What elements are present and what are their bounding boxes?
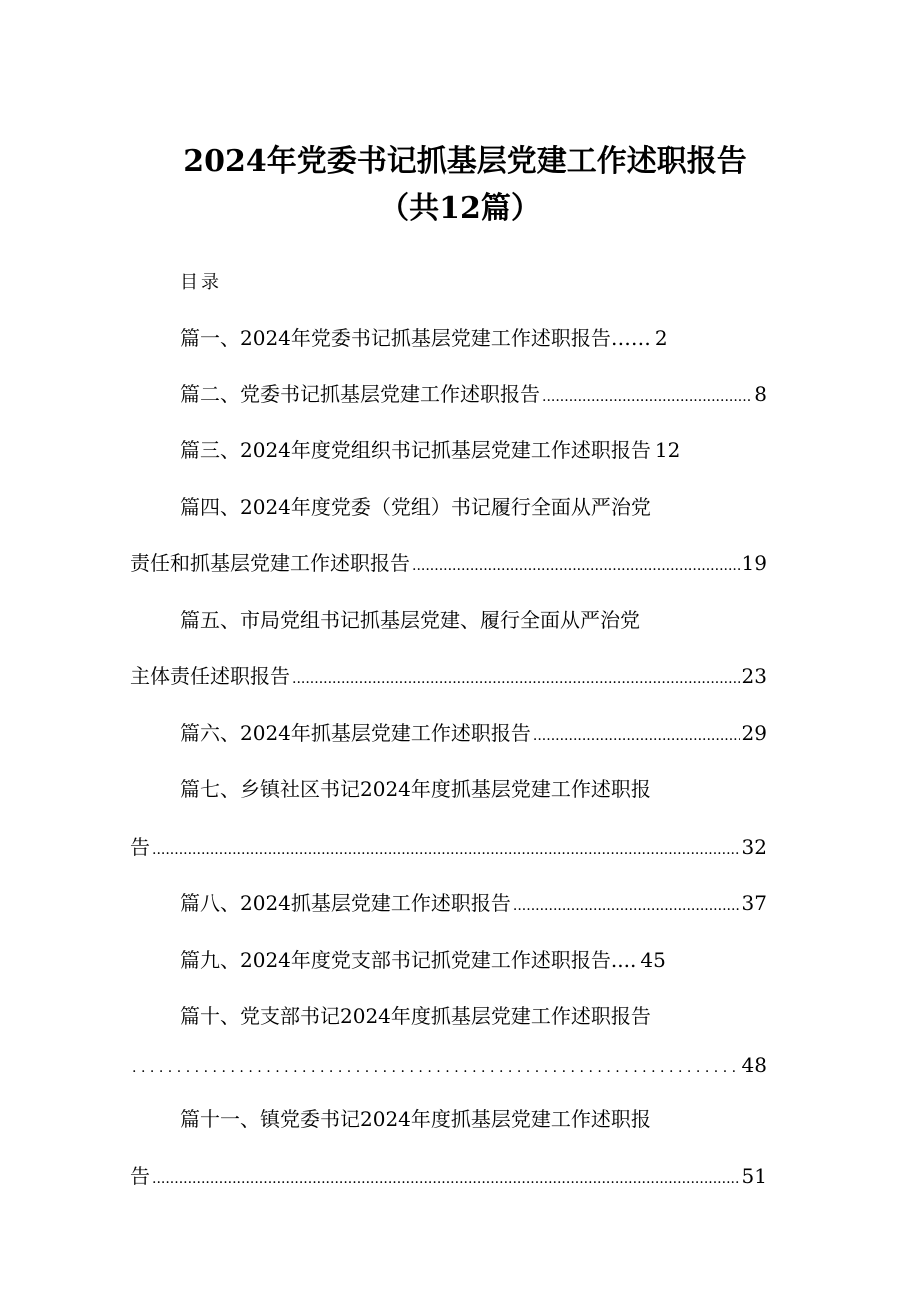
toc-entry-title-continued: 主体责任述职报告 [130,664,290,688]
toc-entry-title: 篇二、党委书记抓基层党建工作述职报告 [180,382,540,406]
toc-entry-page: 2 [654,326,668,350]
toc-entry-title: 篇十、党支部书记2024年度抓基层党建工作述职报告 [180,1004,651,1028]
toc-entry-page: 8 [754,382,767,406]
toc-heading: 目录 [180,272,222,293]
toc-entry-title: 篇一、2024年党委书记抓基层党建工作述职报告 [180,326,611,350]
toc-entry-title: 篇七、乡镇社区书记2024年度抓基层党建工作述职报 [180,777,651,801]
toc-leader-dots [542,381,752,413]
toc-entry-4-continued[interactable] [130,547,767,579]
toc-entry-11-continued[interactable] [130,1160,767,1192]
toc-entry-title: 篇八、2024抓基层党建工作述职报告 [180,891,511,915]
toc-leader-dots [533,720,740,752]
toc-entry-page: 51 [741,1164,767,1188]
document-subtitle: （共12篇） [379,191,541,226]
toc-entry-title-continued: 责任和抓基层党建工作述职报告 [130,551,410,575]
toc-entry-5[interactable] [180,604,767,636]
toc-entry-separator: .... [610,948,637,972]
document-title: 2024年党委书记抓基层党建工作述职报告 [183,144,747,179]
toc-entry-5-continued[interactable] [130,660,767,692]
toc-entry-title: 篇十一、镇党委书记2024年度抓基层党建工作述职报 [180,1107,651,1131]
toc-entry-11[interactable] [180,1103,767,1135]
toc-leader-dots [292,663,740,695]
toc-entry-title: 篇五、市局党组书记抓基层党建、履行全面从严治党 [180,608,640,632]
toc-entry-page: 48 [741,1053,767,1077]
toc-entry-page: 29 [741,721,767,745]
toc-entry-3[interactable] [180,434,767,466]
toc-entry-7[interactable] [180,773,767,805]
toc-entry-page: 45 [640,948,666,972]
toc-entry-page: 12 [654,438,681,462]
toc-entry-1[interactable] [180,322,767,354]
toc-entry-page: 23 [741,664,767,688]
toc-entry-6[interactable] [180,717,767,749]
toc-entry-9[interactable] [180,944,767,976]
toc-entry-title: 篇九、2024年度党支部书记抓党建工作述职报告 [180,948,611,972]
toc-entry-10[interactable] [180,1000,767,1032]
toc-entry-separator: …… [610,326,651,350]
toc-entry-2[interactable] [180,378,767,410]
toc-entry-4[interactable] [180,491,767,523]
toc-leader-dots [152,1163,740,1195]
toc-entry-title: 篇三、2024年度党组织书记抓基层党建工作述职报告 [180,438,651,462]
toc-entry-7-continued[interactable] [130,831,767,863]
toc-entry-10-continued[interactable] [130,1049,767,1081]
toc-entry-title-continued: 告 [130,835,150,859]
toc-entry-8[interactable] [180,887,767,919]
toc-entry-title: 篇四、2024年度党委（党组）书记履行全面从严治党 [180,495,651,519]
toc-entry-title-continued: 告 [130,1164,150,1188]
toc-entry-title: 篇六、2024年抓基层党建工作述职报告 [180,721,531,745]
toc-leader-dots [152,834,740,866]
toc-entry-page: 19 [741,551,767,575]
toc-leader-dots [412,550,740,582]
toc-entry-page: 32 [741,835,767,859]
toc-entry-page: 37 [741,891,767,915]
toc-leader-dots [513,890,740,922]
toc-leader-dots [132,1052,740,1084]
